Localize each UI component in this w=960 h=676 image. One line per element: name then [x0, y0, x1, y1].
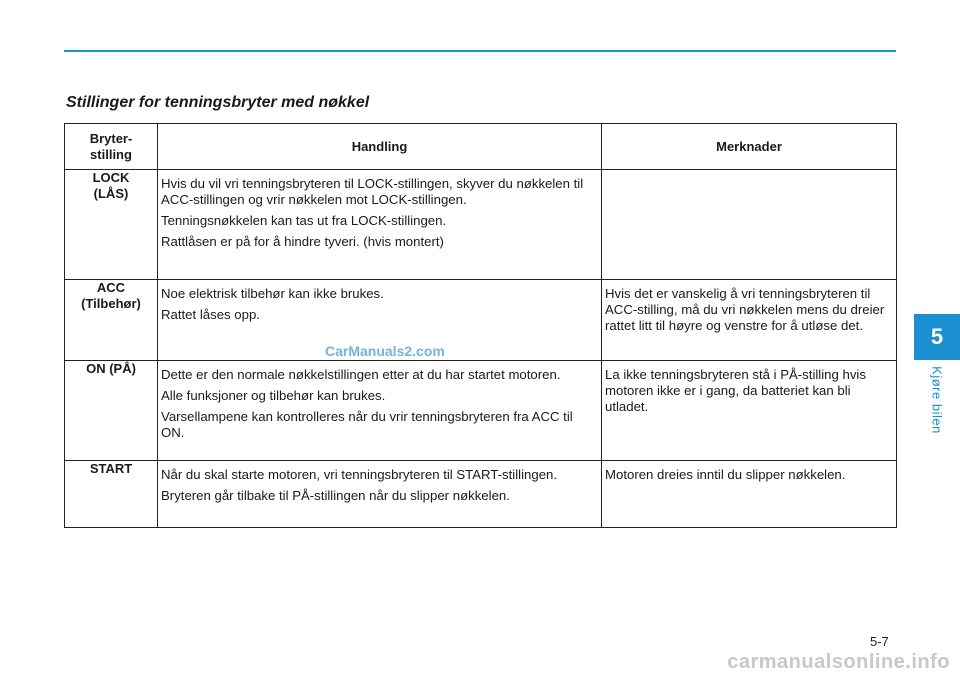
- footer-watermark: carmanualsonline.info: [727, 651, 950, 673]
- position-label: (LÅS): [93, 186, 129, 201]
- position-cell: [65, 461, 158, 528]
- header-rule: [64, 50, 896, 52]
- action-text: Alle funksjoner og tilbehør kan brukes.: [161, 388, 386, 403]
- table-row-on: [65, 361, 897, 461]
- table-row-start: [65, 461, 897, 528]
- position-cell: [65, 361, 158, 461]
- action-text: Bryteren går tilbake til PÅ-stillingen når du slipper nøkkelen.: [161, 488, 510, 503]
- position-label: ACC: [96, 280, 126, 295]
- notes-cell: [602, 170, 897, 280]
- action-text: Hvis du vil vri tenningsbryteren til LOCK-stillingen, skyver du nøkkelen til ACC-stillingen og vrir nøkkelen mot LOCK-stillingen.: [161, 176, 584, 207]
- table-row-lock: [65, 170, 897, 280]
- notes-text: La ikke tenningsbryteren stå i PÅ-stilling hvis motoren ikke er i gang, da batteriet kan bli utladet.: [605, 367, 866, 414]
- position-label: ON (PÅ): [86, 361, 136, 376]
- header-position-line: stilling: [90, 146, 132, 162]
- table-row-acc: [65, 280, 897, 361]
- action-text: Varsellampene kan kontrolleres når du vrir tenningsbryteren fra ACC til ON.: [161, 409, 573, 440]
- page-number: 5-7: [870, 634, 889, 649]
- action-cell: [158, 461, 602, 528]
- notes-cell: [602, 280, 897, 361]
- position-cell: [65, 280, 158, 361]
- header-action: Handling: [158, 124, 602, 170]
- action-cell: [158, 361, 602, 461]
- header-position: [65, 124, 158, 170]
- action-text: Rattlåsen er på for å hindre tyveri. (hvis montert): [161, 234, 444, 249]
- action-text: Tenningsnøkkelen kan tas ut fra LOCK-stillingen.: [161, 213, 447, 228]
- table-header-row: [65, 124, 897, 170]
- action-text: Når du skal starte motoren, vri tenningsbryteren til START-stillingen.: [161, 467, 558, 482]
- position-label: START: [89, 461, 133, 476]
- header-notes: Merknader: [602, 124, 897, 170]
- notes-text: Motoren dreies inntil du slipper nøkkelen.: [605, 467, 846, 482]
- chapter-tab: 5: [914, 314, 960, 360]
- position-label: LOCK: [92, 170, 130, 185]
- watermark-link[interactable]: CarManuals2.com: [325, 343, 445, 359]
- chapter-label: Kjøre bilen: [929, 366, 945, 434]
- position-label: (Tilbehør): [81, 296, 141, 311]
- notes-text: Hvis det er vanskelig å vri tenningsbryteren til ACC-stilling, må du vri nøkkelen mens du dreier rattet litt til høyre og venstre for å utløse det.: [605, 286, 885, 333]
- notes-cell: [602, 461, 897, 528]
- ignition-positions-table: [64, 123, 897, 528]
- action-text: Noe elektrisk tilbehør kan ikke brukes.: [161, 286, 384, 301]
- action-cell: [158, 170, 602, 280]
- section-title: Stillinger for tenningsbryter med nøkkel: [66, 94, 370, 111]
- action-text: Dette er den normale nøkkelstillingen etter at du har startet motoren.: [161, 367, 561, 382]
- position-cell: [65, 170, 158, 280]
- header-position-line: Bryter-: [89, 130, 133, 146]
- action-text: Rattet låses opp.: [161, 307, 260, 322]
- notes-cell: [602, 361, 897, 461]
